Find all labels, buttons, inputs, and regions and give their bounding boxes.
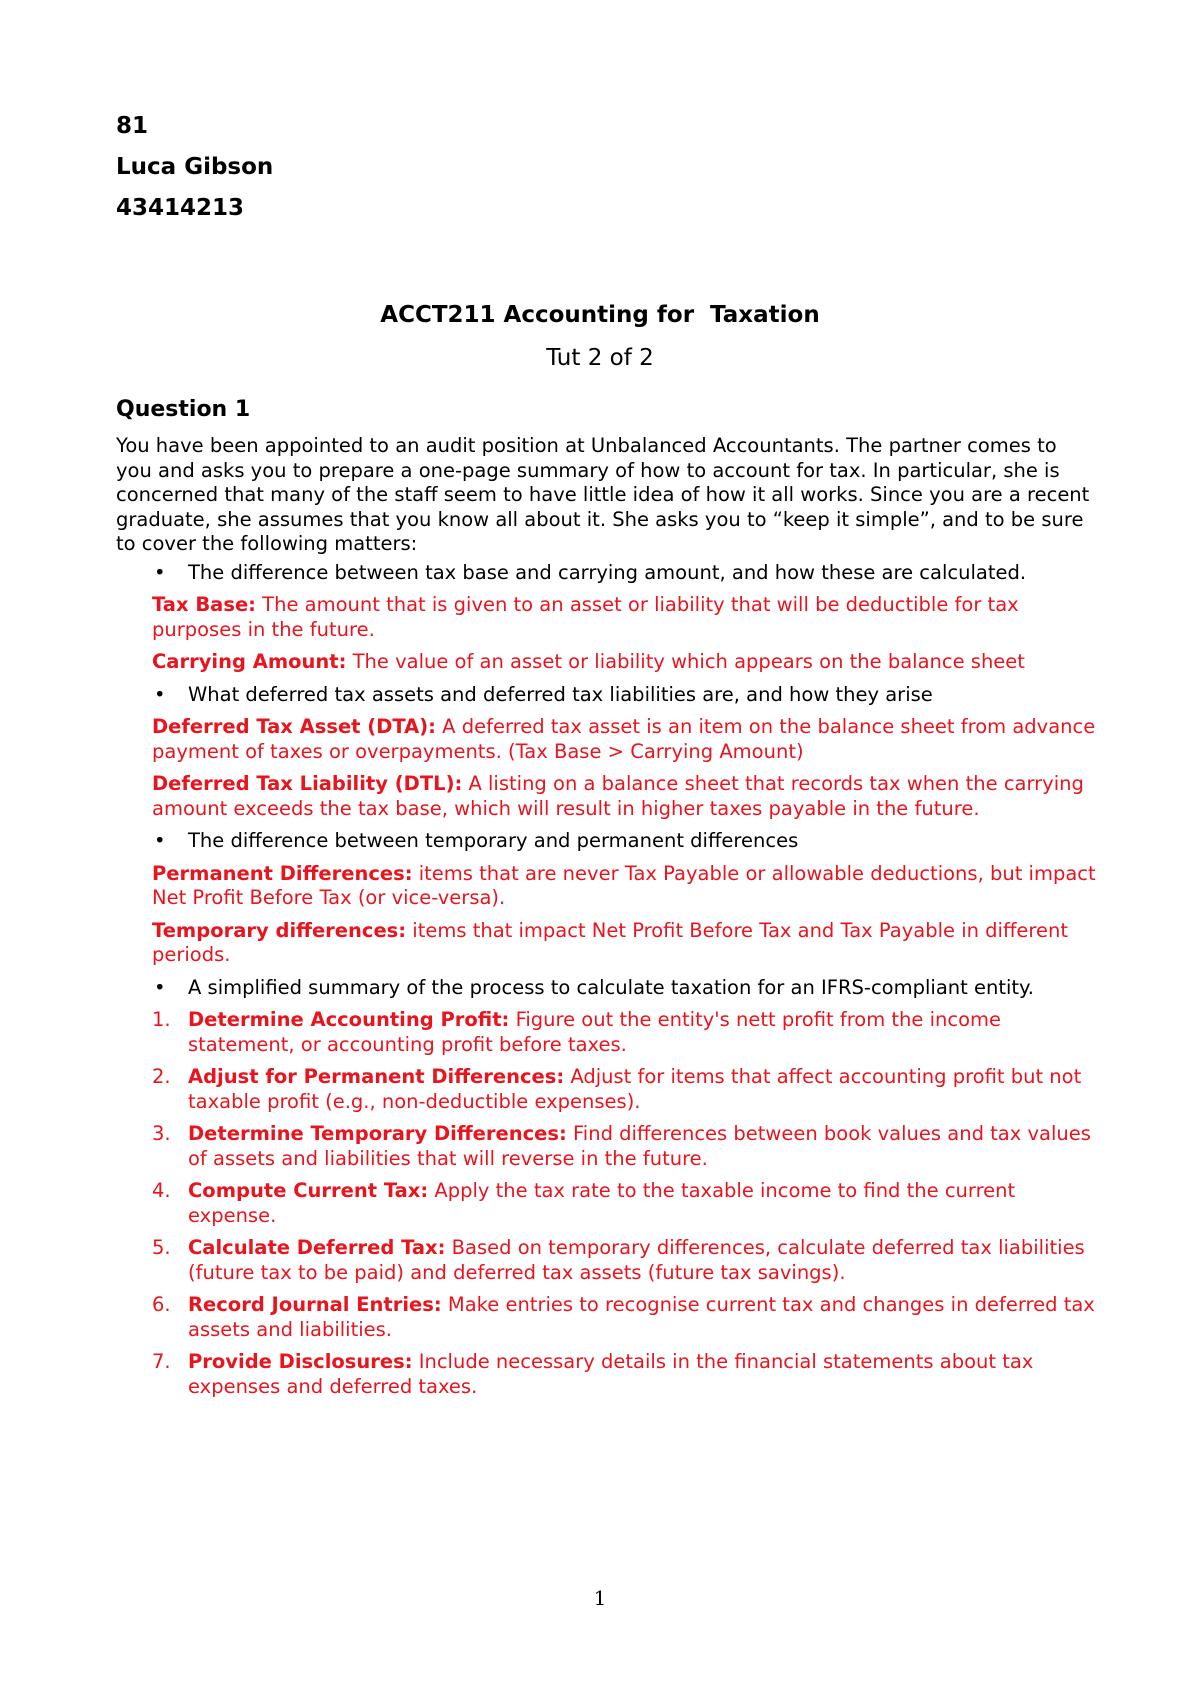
bullet-text: The difference between tax base and carrying amount, and how these are calculated. xyxy=(188,560,1027,584)
step-term: Calculate Deferred Tax: xyxy=(188,1236,446,1259)
step-term: Provide Disclosures: xyxy=(188,1350,413,1373)
answer-definition xyxy=(116,862,1096,911)
definition-term: Permanent Differences: xyxy=(152,861,413,885)
process-step xyxy=(116,1179,1096,1228)
step-text: Find differences between book values and tax values of assets and liabilities that will reverse in the future. xyxy=(188,1122,1091,1170)
question-intro: You have been appointed to an audit position at Unbalanced Accountants. The partner comes to you and asks you to prepare a one-page summary of how to account for tax. In particular, she is concerned that many of the staff seem to have little idea of how it all works. Since you are a recent graduate, she assumes that you know all about it. She asks you to “keep it simple”, and to be sure to cover the following matters: xyxy=(116,434,1090,555)
student-name: Luca Gibson xyxy=(116,154,274,180)
bullet-dot: • xyxy=(154,560,166,584)
bullet-item xyxy=(116,561,1096,586)
step-text: Adjust for items that affect accounting profit but not taxable profit (e.g., non-deductible expenses). xyxy=(188,1065,1082,1113)
question-heading: Question 1 xyxy=(116,397,251,422)
step-text: Based on temporary differences, calculate deferred tax liabilities (future tax to be paid) and deferred tax assets (future tax savings). xyxy=(188,1236,1085,1284)
student-id: 43414213 xyxy=(116,195,245,221)
bullet-item xyxy=(116,976,1096,1001)
document-subtitle: Tut 2 of 2 xyxy=(546,345,654,371)
question-body xyxy=(116,434,1096,1407)
step-text: Make entries to recognise current tax and changes in deferred tax assets and liabilities. xyxy=(188,1293,1095,1341)
step-number: 2. xyxy=(152,1065,171,1088)
definition-term: Deferred Tax Liability (DTL): xyxy=(152,772,463,795)
header-number: 81 xyxy=(116,113,149,139)
page-number: 1 xyxy=(593,1586,607,1610)
step-number: 5. xyxy=(152,1236,171,1259)
bullet-text: A simplified summary of the process to calculate taxation for an IFRS-compliant entity. xyxy=(188,975,1034,999)
answer-definition xyxy=(116,650,1096,675)
bullet-text: What deferred tax assets and deferred tax liabilities are, and how they arise xyxy=(188,682,933,706)
step-term: Determine Temporary Differences: xyxy=(188,1122,567,1145)
definition-text: A deferred tax asset is an item on the balance sheet from advance payment of taxes or overpayments. (Tax Base > Carrying Amount) xyxy=(152,715,1096,763)
bullet-dot: • xyxy=(154,975,166,999)
step-term: Adjust for Permanent Differences: xyxy=(188,1065,565,1088)
definition-text: A listing on a balance sheet that records tax when the carrying amount exceeds the tax base, which will result in higher taxes payable in the future. xyxy=(152,772,1084,820)
bullet-item xyxy=(116,829,1096,854)
bullet-dot: • xyxy=(154,682,166,706)
step-term: Compute Current Tax: xyxy=(188,1179,429,1202)
answer-definition xyxy=(116,593,1096,642)
definition-text: items that are never Tax Payable or allowable deductions, but impact Net Profit Before Tax (or vice-versa). xyxy=(152,861,1096,909)
step-text: Include necessary details in the financial statements about tax expenses and deferred taxes. xyxy=(188,1350,1034,1398)
process-step xyxy=(116,1065,1096,1114)
process-step xyxy=(116,1350,1096,1399)
step-number: 6. xyxy=(152,1293,171,1316)
definition-term: Temporary differences: xyxy=(152,918,407,942)
answer-definition xyxy=(116,772,1096,821)
document-title: ACCT211 Accounting for Taxation xyxy=(380,302,820,328)
step-term: Record Journal Entries: xyxy=(188,1293,442,1316)
student-header xyxy=(116,113,273,236)
bullet-text: The difference between temporary and permanent differences xyxy=(188,829,799,852)
definition-text: The amount that is given to an asset or liability that will be deductible for tax purposes in the future. xyxy=(152,593,1019,641)
definition-text: The value of an asset or liability which appears on the balance sheet xyxy=(346,650,1025,673)
definition-term: Deferred Tax Asset (DTA): xyxy=(152,715,436,738)
step-number: 4. xyxy=(152,1179,171,1202)
step-text: Figure out the entity's nett profit from the income statement, or accounting profit before taxes. xyxy=(188,1008,1002,1056)
process-step xyxy=(116,1236,1096,1285)
step-text: Apply the tax rate to the taxable income to find the current expense. xyxy=(188,1179,1016,1227)
bullet-item xyxy=(116,683,1096,708)
answer-definition xyxy=(116,919,1096,968)
step-number: 7. xyxy=(152,1350,171,1373)
answer-definition xyxy=(116,715,1096,764)
step-number: 3. xyxy=(152,1122,171,1145)
process-step xyxy=(116,1293,1096,1342)
definition-term: Carrying Amount: xyxy=(152,650,347,673)
bullet-dot: • xyxy=(154,829,166,852)
definition-term: Tax Base: xyxy=(152,593,256,616)
process-step xyxy=(116,1008,1096,1057)
step-term: Determine Accounting Profit: xyxy=(188,1008,510,1031)
step-number: 1. xyxy=(152,1008,171,1031)
definition-text: items that impact Net Profit Before Tax and Tax Payable in different periods. xyxy=(152,918,1068,966)
process-step xyxy=(116,1122,1096,1171)
